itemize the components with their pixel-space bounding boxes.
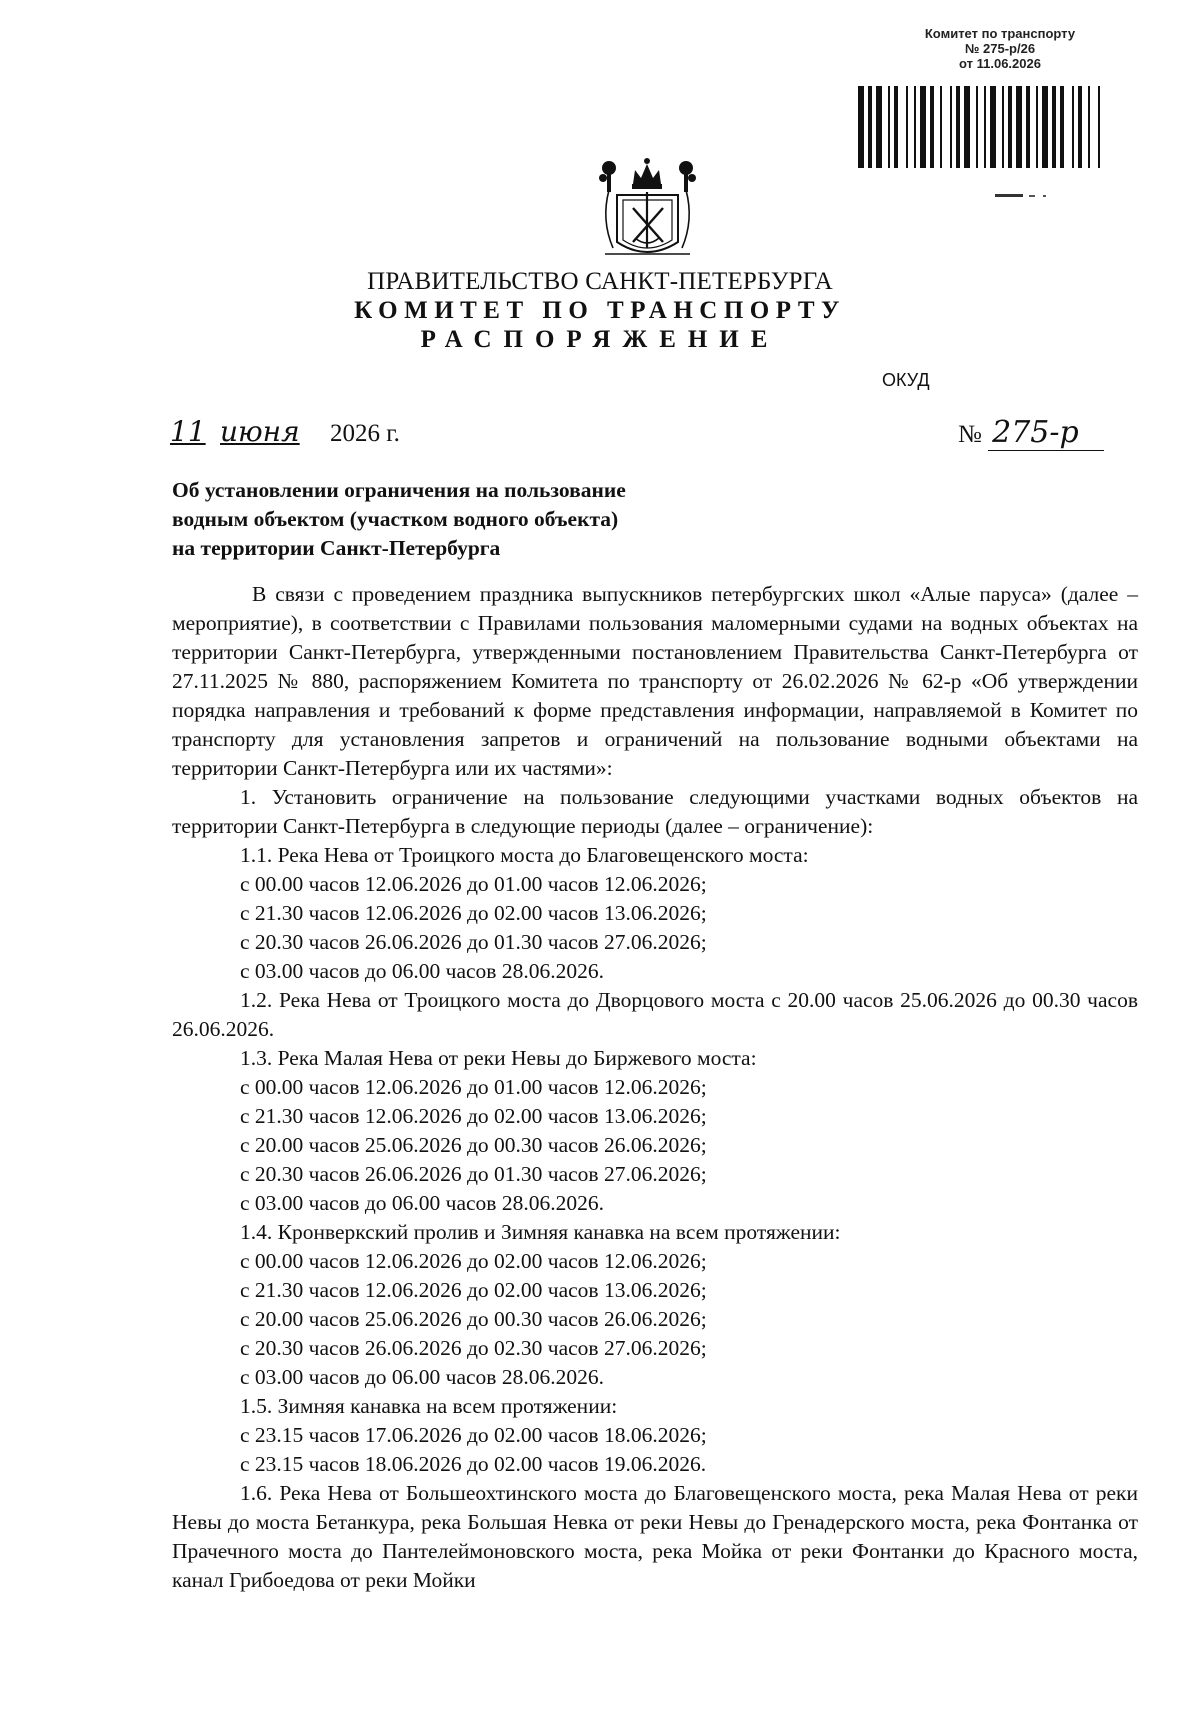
document-type: РАСПОРЯЖЕНИЕ bbox=[420, 326, 780, 353]
period-item: с 00.00 часов 12.06.2026 до 01.00 часов 12.06.2026; bbox=[240, 1075, 707, 1099]
period-item: с 21.30 часов 12.06.2026 до 02.00 часов 13.06.2026; bbox=[240, 1278, 707, 1302]
period-item: с 03.00 часов до 06.00 часов 28.06.2026. bbox=[240, 959, 604, 983]
date-day: 11 bbox=[170, 415, 206, 448]
barcode bbox=[858, 86, 1158, 168]
period-item: с 20.30 часов 26.06.2026 до 01.30 часов 27.06.2026; bbox=[240, 1162, 707, 1186]
date-year: 2026 г. bbox=[330, 420, 400, 447]
stamp-committee: Комитет по транспорту bbox=[924, 26, 1076, 41]
committee-name: КОМИТЕТ ПО ТРАНСПОРТУ bbox=[354, 297, 846, 324]
document-body bbox=[172, 580, 1138, 1595]
period-item: с 20.00 часов 25.06.2026 до 00.30 часов 26.06.2026; bbox=[240, 1307, 707, 1331]
period-item: с 20.30 часов 26.06.2026 до 02.30 часов 27.06.2026; bbox=[240, 1336, 707, 1360]
clause-1-6: 1.6. Река Нева от Большеохтинского моста до Благовещенского моста, река Малая Нева от реки Невы до моста Бетанкура, река Большая Невка от реки Невы до Гренадерского моста, река Фонтанка от Прачечного моста до Пантелеймоновского моста, река Мойка от реки Фонтанки до Красного моста, канал Грибоедова от реки Мойки bbox=[172, 1481, 1138, 1592]
clause-1-2: 1.2. Река Нева от Троицкого моста до Дворцового моста с 20.00 часов 25.06.2026 до 00.30 часов 26.06.2026. bbox=[172, 988, 1138, 1041]
intro-paragraph: В связи с проведением праздника выпускников петербургских школ «Алые паруса» (далее – мероприятие), в соответствии с Правилами пользования маломерными судами на водных объектах на территории Санкт-Петербурга, утвержденными постановлением Правительства Санкт-Петербурга от 27.11.2025 № 880, распоряжением Комитета по транспорту от 26.02.2026 № 62-р «Об утверждении порядка направления и требований к форме представления информации, направляемой в Комитет по транспорту для установления запретов и ограничений на пользование водными объектами на территории Санкт-Петербурга или их частями»: bbox=[172, 582, 1138, 780]
stamp-number: № 275-р/26 bbox=[964, 41, 1036, 56]
title-line: на территории Санкт-Петербурга bbox=[172, 536, 501, 560]
period-item: с 21.30 часов 12.06.2026 до 02.00 часов 13.06.2026; bbox=[240, 1104, 707, 1128]
period-item: с 00.00 часов 12.06.2026 до 02.00 часов 12.06.2026; bbox=[240, 1249, 707, 1273]
clause-1-4: 1.4. Кронверкский пролив и Зимняя канавка на всем протяжении: bbox=[240, 1220, 841, 1244]
period-item: с 21.30 часов 12.06.2026 до 02.00 часов 13.06.2026; bbox=[240, 901, 707, 925]
document-number bbox=[958, 415, 1104, 451]
coat-of-arms-icon bbox=[595, 150, 700, 265]
clause-1-1: 1.1. Река Нева от Троицкого моста до Благовещенского моста: bbox=[240, 843, 809, 867]
clause-1-5: 1.5. Зимняя канавка на всем протяжении: bbox=[240, 1394, 618, 1418]
document-title bbox=[172, 476, 626, 563]
clause-1-3: 1.3. Река Малая Нева от реки Невы до Биржевого моста: bbox=[240, 1046, 757, 1070]
title-line: водным объектом (участком водного объекта) bbox=[172, 507, 619, 531]
title-line: Об установлении ограничения на пользование bbox=[172, 478, 626, 502]
date-month: июня bbox=[220, 415, 300, 448]
period-item: с 23.15 часов 18.06.2026 до 02.00 часов 19.06.2026. bbox=[240, 1452, 707, 1476]
okud-label: ОКУД bbox=[882, 370, 930, 390]
period-item: с 20.00 часов 25.06.2026 до 00.30 часов 26.06.2026; bbox=[240, 1133, 707, 1157]
period-item: с 03.00 часов до 06.00 часов 28.06.2026. bbox=[240, 1191, 604, 1215]
period-item: с 03.00 часов до 06.00 часов 28.06.2026. bbox=[240, 1365, 604, 1389]
government-name: ПРАВИТЕЛЬСТВО САНКТ-ПЕТЕРБУРГА bbox=[367, 268, 833, 295]
registration-stamp bbox=[850, 26, 1150, 71]
clause-1: 1. Установить ограничение на пользование следующими участками водных объектов на территории Санкт-Петербурга в следующие периоды (далее – ограничение): bbox=[172, 785, 1138, 838]
period-item: с 00.00 часов 12.06.2026 до 01.00 часов 12.06.2026; bbox=[240, 872, 707, 896]
document-date bbox=[170, 415, 400, 448]
stamp-date: от 11.06.2026 bbox=[959, 56, 1041, 71]
period-item: с 20.30 часов 26.06.2026 до 01.30 часов 27.06.2026; bbox=[240, 930, 707, 954]
number-sign: № bbox=[958, 421, 982, 448]
number-value: 275-р bbox=[988, 415, 1104, 451]
period-item: с 23.15 часов 17.06.2026 до 02.00 часов 18.06.2026; bbox=[240, 1423, 707, 1447]
barcode-mark bbox=[995, 194, 1055, 198]
